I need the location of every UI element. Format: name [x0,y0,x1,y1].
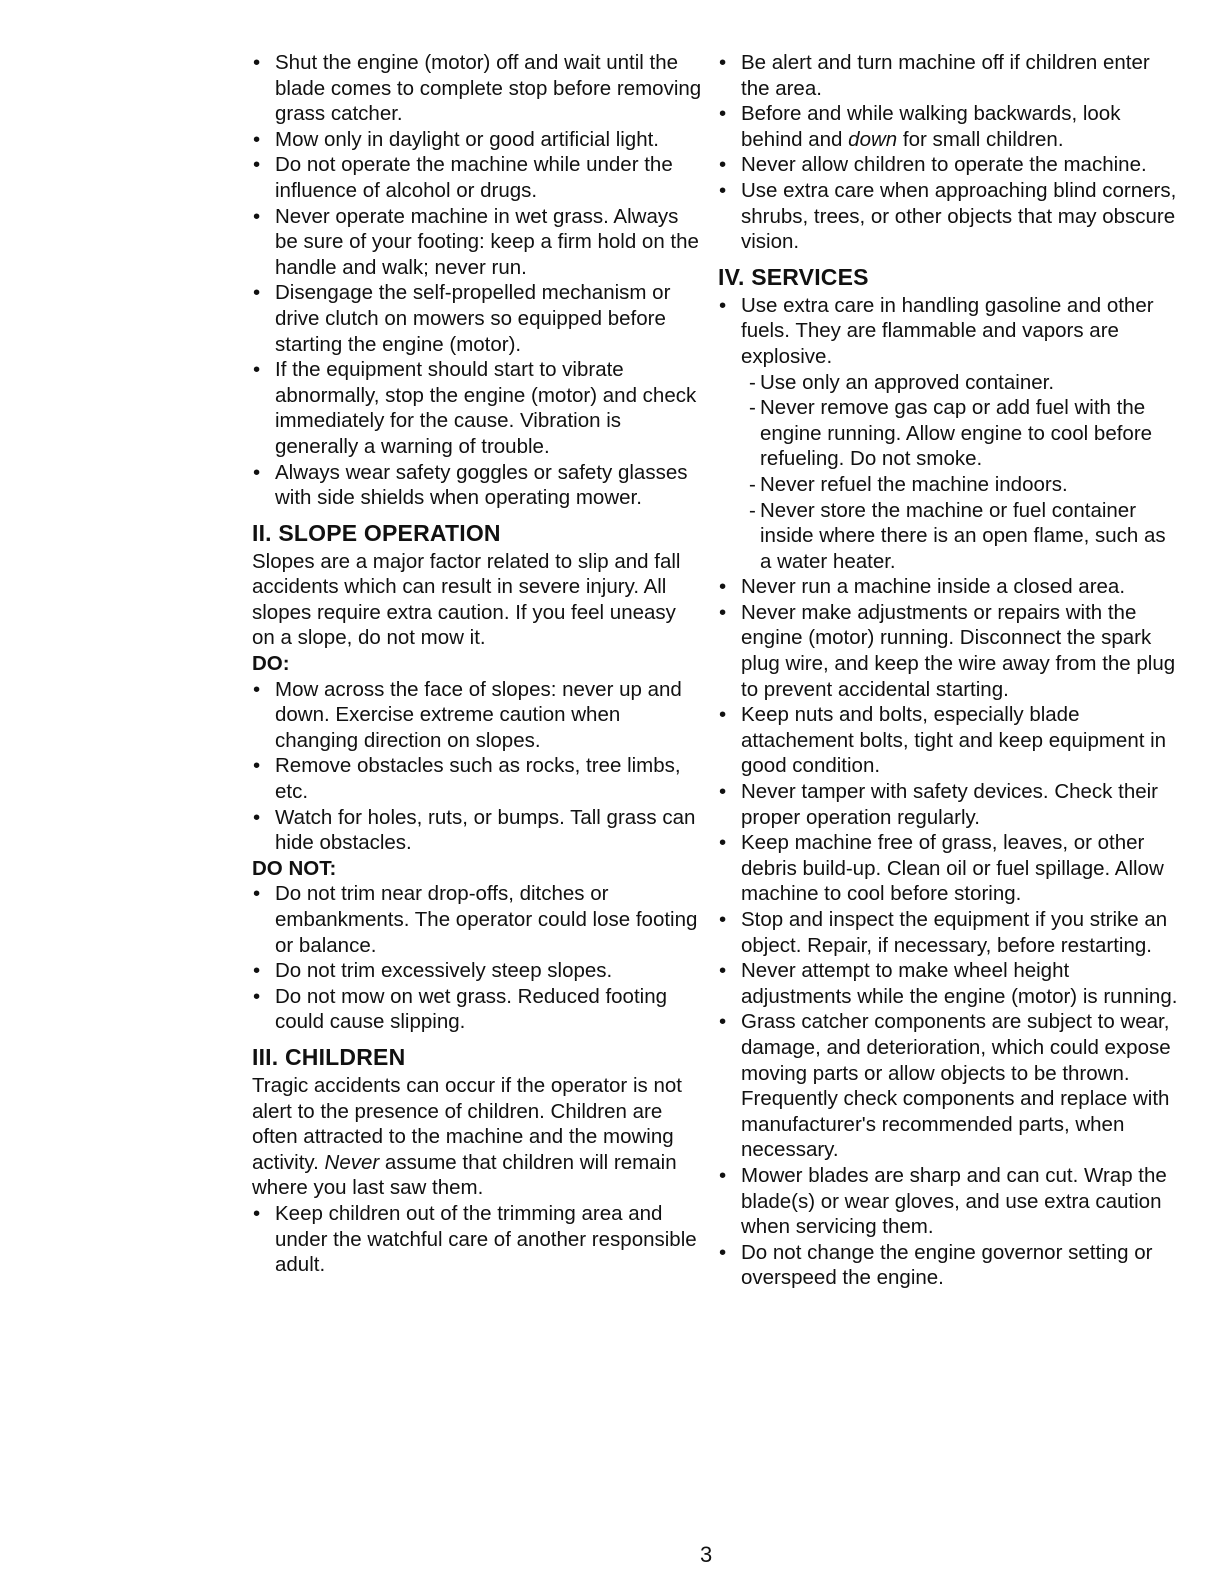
list-item [718,101,1178,152]
children-paragraph-em: Never [324,1150,380,1174]
slope-operation-heading: II. SLOPE OPERATION [252,519,501,546]
list-item: • Be alert and turn machine off if children enter the area. [718,50,1178,101]
sub-list-item: - Never store the machine or fuel container inside where there is an open flame, such as a water heater. [718,498,1178,575]
backwards-text-after: for small children. [902,127,1064,151]
list-item: • Keep machine free of grass, leaves, or other debris build-up. Clean oil or fuel spillage. Allow machine to cool before storing. [718,830,1178,907]
list-item: • Never make adjustments or repairs with the engine (motor) running. Disconnect the spark plug wire, and keep the wire away from the plug to prevent accidental starting. [718,600,1178,702]
list-item: • Always wear safety goggles or safety glasses with side shields when operating mower. [252,460,704,511]
do-list [252,677,704,856]
left-column [252,50,704,1278]
sub-list-item: - Use only an approved container. [718,370,1178,396]
do-label: DO: [252,652,290,676]
list-item: • Do not operate the machine while under the influence of alcohol or drugs. [252,152,704,203]
list-item: • Do not trim near drop-offs, ditches or embankments. The operator could lose footing or balance. [252,881,704,958]
list-item: • Keep children out of the trimming area and under the watchful care of another responsible adult. [252,1201,704,1278]
services-list [718,293,1178,1291]
do-not-list [252,881,704,1035]
list-item: • If the equipment should start to vibrate abnormally, stop the engine (motor) and check immediately for the cause. Vibration is generally a warning of trouble. [252,357,704,459]
list-item: • Use extra care in handling gasoline and other fuels. They are flammable and vapors are explosive. [718,293,1178,370]
list-item: • Mower blades are sharp and can cut. Wrap the blade(s) or wear gloves, and use extra caution when servicing them. [718,1163,1178,1240]
list-item: • Never run a machine inside a closed area. [718,574,1178,600]
children-paragraph-b: assume that children will remain where you last saw them. [252,1150,677,1200]
list-item: • Disengage the self-propelled mechanism or drive clutch on mowers so equipped before starting the engine (motor). [252,280,704,357]
list-item: • Stop and inspect the equipment if you strike an object. Repair, if necessary, before restarting. [718,907,1178,958]
list-item: • Use extra care when approaching blind corners, shrubs, trees, or other objects that may obscure vision. [718,178,1178,255]
children-heading: III. CHILDREN [252,1043,406,1070]
page-number: 3 [700,1542,713,1567]
right-column [718,50,1178,1291]
intro-bullet-list [252,50,704,511]
sub-list-item: - Never remove gas cap or add fuel with the engine running. Allow engine to cool before refueling. Do not smoke. [718,395,1178,472]
list-item: • Do not trim excessively steep slopes. [252,958,704,984]
sub-list-item: - Never refuel the machine indoors. [718,472,1178,498]
backwards-text-em: down [848,127,898,151]
list-item: • Watch for holes, ruts, or bumps. Tall grass can hide obstacles. [252,805,704,856]
children-bullet-list [718,50,1178,255]
list-item: • Do not change the engine governor setting or overspeed the engine. [718,1240,1178,1291]
list-item: • Shut the engine (motor) off and wait until the blade comes to complete stop before removing grass catcher. [252,50,704,127]
children-list [252,1201,704,1278]
list-item: • Never allow children to operate the machine. [718,152,1178,178]
list-item: • Remove obstacles such as rocks, tree limbs, etc. [252,753,704,804]
list-item: • Never tamper with safety devices. Check their proper operation regularly. [718,779,1178,830]
list-item: • Mow across the face of slopes: never up and down. Exercise extreme caution when changing direction on slopes. [252,677,704,754]
do-not-label: DO NOT: [252,856,337,880]
list-item: • Keep nuts and bolts, especially blade attachement bolts, tight and keep equipment in good condition. [718,702,1178,779]
slope-paragraph: Slopes are a major factor related to slip and fall accidents which can result in severe injury. All slopes require extra caution. If you feel uneasy on a slope, do not mow it. [252,549,681,650]
children-paragraph-a: Tragic accidents can occur if the operator is not alert to the presence of children. Children are often attracted to the machine and the mowing activity. [252,1073,682,1174]
list-item: • Mow only in daylight or good artificial light. [252,127,704,153]
list-item: • Never attempt to make wheel height adjustments while the engine (motor) is running. [718,958,1178,1009]
list-item: • Grass catcher components are subject to wear, damage, and deterioration, which could expose moving parts or allow objects to be thrown. Frequently check components and replace with manufacturer's recommended parts, when necessary. [718,1009,1178,1163]
children-paragraph [252,1073,704,1201]
list-item: • Do not mow on wet grass. Reduced footing could cause slipping. [252,984,704,1035]
list-item: • Never operate machine in wet grass. Always be sure of your footing: keep a firm hold on the handle and walk; never run. [252,204,704,281]
backwards-text-before: Before and while walking backwards, look behind and [741,102,1121,151]
services-heading: IV. SERVICES [718,263,869,290]
